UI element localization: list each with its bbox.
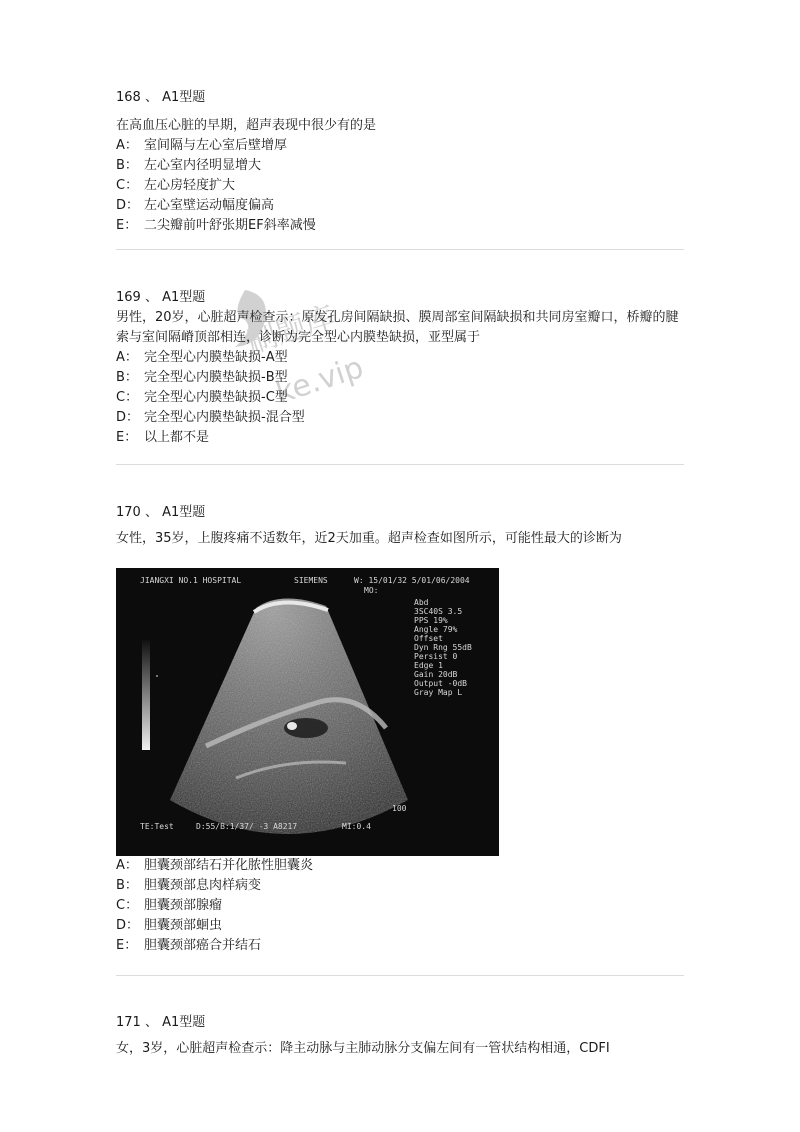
option-text: 左心室内径明显增大 — [144, 158, 262, 173]
option-key: D： — [116, 198, 140, 213]
param: Dyn Rng 55dB — [414, 643, 472, 652]
option-key: E： — [116, 938, 138, 953]
option-key: E： — [116, 430, 138, 445]
option-key: C： — [116, 178, 139, 193]
param: Angle 79% — [414, 625, 458, 634]
ultrasound-settings-label: D:55/B:1/37/ -3 A8217 — [196, 822, 298, 831]
param: Offset — [414, 634, 443, 643]
question-170 — [116, 503, 684, 549]
param: PPS 19% — [414, 616, 448, 625]
ultrasound-params — [414, 598, 472, 697]
option-key: D： — [116, 410, 140, 425]
option-c[interactable] — [116, 176, 684, 196]
option-a[interactable] — [116, 348, 684, 368]
param: Abd — [414, 598, 429, 607]
question-header: 168 、 A1型题 — [116, 90, 206, 105]
question-171 — [116, 1013, 684, 1059]
option-text: 室间隔与左心室后壁增厚 — [144, 138, 288, 153]
option-key: A： — [116, 138, 138, 153]
option-a[interactable] — [116, 856, 684, 876]
ultrasound-image — [116, 568, 499, 856]
param: Gain 20dB — [414, 670, 458, 679]
option-text: 以上都不是 — [144, 430, 210, 445]
option-b[interactable] — [116, 368, 684, 388]
ultrasound-depth-marker: 100 — [392, 804, 407, 813]
option-key: A： — [116, 350, 138, 365]
option-key: B： — [116, 878, 138, 893]
question-168 — [116, 88, 684, 236]
question-stem: 女，3岁，心脏超声检查示：降主动脉与主肺动脉分支偏左间有一管状结构相通，CDFI — [116, 1041, 610, 1056]
option-b[interactable] — [116, 156, 684, 176]
watermark-text-line1: 刷题库 — [242, 299, 340, 361]
option-key: A： — [116, 858, 138, 873]
question-header: 169 、 A1型题 — [116, 290, 206, 305]
question-header: 171 、 A1型题 — [116, 1015, 206, 1030]
param: Gray Map L — [414, 688, 463, 697]
param: Output -0dB — [414, 679, 467, 688]
ultrasound-date-label: W: 15/01/32 5/01/06/2004 — [354, 576, 470, 585]
option-e[interactable] — [116, 216, 684, 236]
option-text: 完全型心内膜垫缺损-B型 — [144, 370, 288, 385]
param: 3SC40S 3.5 — [414, 607, 463, 616]
option-key: C： — [116, 390, 139, 405]
ultrasound-mi-label: MI:0.4 — [342, 822, 371, 831]
divider — [116, 975, 684, 976]
option-text: 胆囊颈部结石并化脓性胆囊炎 — [144, 858, 314, 873]
option-key: D： — [116, 918, 140, 933]
question-169 — [116, 288, 684, 448]
option-text: 左心房轻度扩大 — [144, 178, 236, 193]
option-key: B： — [116, 158, 138, 173]
option-d[interactable] — [116, 196, 684, 216]
option-key: B： — [116, 370, 138, 385]
option-d[interactable] — [116, 408, 684, 428]
option-text: 左心室壁运动幅度偏高 — [144, 198, 275, 213]
question-header: 170 、 A1型题 — [116, 505, 206, 520]
question-stem: 女性，35岁，上腹疼痛不适数年，近2天加重。超声检查如图所示，可能性最大的诊断为 — [116, 531, 622, 546]
param: Persist 0 — [414, 652, 458, 661]
option-text: 胆囊颈部癌合并结石 — [144, 938, 262, 953]
ultrasound-hospital-label: JIANGXI NO.1 HOSPITAL — [140, 576, 242, 585]
option-c[interactable] — [116, 896, 684, 916]
divider — [116, 464, 684, 465]
option-text: 完全型心内膜垫缺损-混合型 — [144, 410, 305, 425]
divider — [116, 249, 684, 250]
question-stem: 男性，20岁，心脏超声检查示：原发孔房间隔缺损、膜周部室间隔缺损和共同房室瓣口，桥瓣的腱索与室间隔嵴顶部相连，诊断为完全型心内膜垫缺损，亚型属于 — [116, 310, 679, 345]
option-text: 胆囊颈部蛔虫 — [144, 918, 223, 933]
option-text: 二尖瓣前叶舒张期EF斜率减慢 — [144, 218, 316, 233]
watermark-text-line2: ke.vip — [271, 350, 368, 411]
option-text: 胆囊颈部息肉样病变 — [144, 878, 262, 893]
question-stem: 在高血压心脏的早期，超声表现中很少有的是 — [116, 118, 377, 133]
ultrasound-preset-label: TE:Test — [140, 822, 174, 831]
question-170-options — [116, 856, 684, 956]
option-c[interactable] — [116, 388, 684, 408]
option-key: E： — [116, 218, 138, 233]
ultrasound-mode-label: MO: — [364, 586, 379, 595]
option-e[interactable] — [116, 936, 684, 956]
ultrasound-brand-label: SIEMENS — [294, 576, 328, 585]
option-e[interactable] — [116, 428, 684, 448]
option-key: C： — [116, 898, 139, 913]
option-text: 完全型心内膜垫缺损-A型 — [144, 350, 288, 365]
option-b[interactable] — [116, 876, 684, 896]
option-text: 完全型心内膜垫缺损-C型 — [144, 390, 288, 405]
option-d[interactable] — [116, 916, 684, 936]
param: Edge 1 — [414, 661, 443, 670]
option-text: 胆囊颈部腺瘤 — [144, 898, 223, 913]
option-a[interactable] — [116, 136, 684, 156]
